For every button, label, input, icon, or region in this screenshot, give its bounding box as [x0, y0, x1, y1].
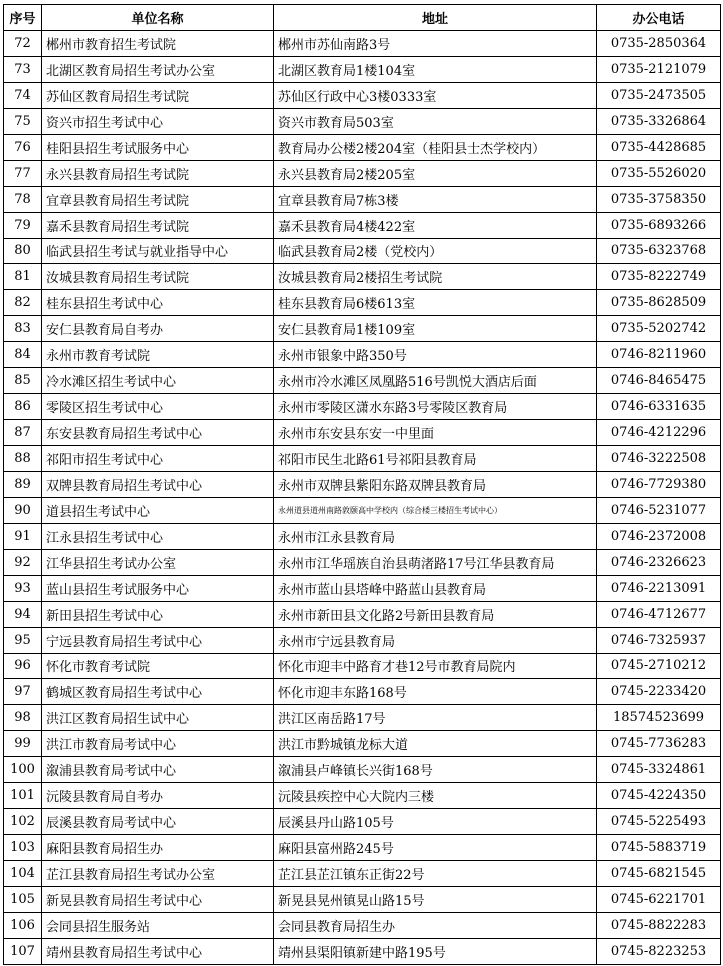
- office-phone: 0745-2710212: [597, 653, 721, 679]
- table-row: [4, 497, 721, 523]
- table-row: [4, 523, 721, 549]
- office-phone: 0735-6893266: [597, 212, 721, 238]
- row-number: 87: [4, 420, 42, 446]
- table-row: [4, 264, 721, 290]
- unit-name: 北湖区教育局招生考试办公室: [42, 56, 274, 82]
- row-number: 75: [4, 108, 42, 134]
- unit-name: 临武县招生考试与就业指导中心: [42, 238, 274, 264]
- table-row: [4, 316, 721, 342]
- address: 新晃县晃州镇晃山路15号: [274, 886, 597, 912]
- address: 北湖区教育局1楼104室: [274, 56, 597, 82]
- address: 麻阳县富州路245号: [274, 835, 597, 861]
- unit-name: 蓝山县招生考试服务中心: [42, 575, 274, 601]
- table-row: [4, 82, 721, 108]
- unit-name: 永州市教育考试院: [42, 342, 274, 368]
- table-row: [4, 601, 721, 627]
- row-number: 82: [4, 290, 42, 316]
- office-phone: 0745-2233420: [597, 679, 721, 705]
- table-row: [4, 56, 721, 82]
- unit-name: 桂阳县招生考试服务中心: [42, 134, 274, 160]
- office-phone: 0735-8222749: [597, 264, 721, 290]
- header-name: 单位名称: [42, 5, 274, 31]
- office-phone: 0746-8465475: [597, 368, 721, 394]
- office-phone: 0746-7729380: [597, 471, 721, 497]
- row-number: 88: [4, 446, 42, 472]
- address: 永州市银象中路350号: [274, 342, 597, 368]
- address: 芷江县芷江镇东正街22号: [274, 861, 597, 887]
- unit-name: 东安县教育局招生考试中心: [42, 420, 274, 446]
- row-number: 95: [4, 627, 42, 653]
- row-number: 103: [4, 835, 42, 861]
- address: 怀化市迎丰东路168号: [274, 679, 597, 705]
- unit-name: 道县招生考试中心: [42, 497, 274, 523]
- table-row: [4, 160, 721, 186]
- row-number: 85: [4, 368, 42, 394]
- table-row: [4, 108, 721, 134]
- office-phone: 0746-2326623: [597, 549, 721, 575]
- address: 祁阳市民生北路61号祁阳县教育局: [274, 446, 597, 472]
- table-row: [4, 238, 721, 264]
- table-row: [4, 783, 721, 809]
- row-number: 92: [4, 549, 42, 575]
- table-row: [4, 912, 721, 938]
- office-phone: 0746-4212296: [597, 420, 721, 446]
- unit-name: 永兴县教育局招生考试院: [42, 160, 274, 186]
- header-address: 地址: [274, 5, 597, 31]
- table-row: [4, 446, 721, 472]
- address: 永州市双牌县紫阳东路双牌县教育局: [274, 471, 597, 497]
- table-row: [4, 861, 721, 887]
- row-number: 78: [4, 186, 42, 212]
- address: 嘉禾县教育局4楼422室: [274, 212, 597, 238]
- address: 永州市冷水滩区凤凰路516号凯悦大酒店后面: [274, 368, 597, 394]
- office-phone: 0735-5202742: [597, 316, 721, 342]
- address: 永州市宁远县教育局: [274, 627, 597, 653]
- address: 靖州县渠阳镇新建中路195号: [274, 938, 597, 964]
- office-phone: 0735-5526020: [597, 160, 721, 186]
- unit-name: 辰溪县教育局考试中心: [42, 809, 274, 835]
- unit-name: 洪江市教育局考试中心: [42, 731, 274, 757]
- office-phone: 0745-6821545: [597, 861, 721, 887]
- address: 资兴市教育局503室: [274, 108, 597, 134]
- unit-name: 双牌县教育局招生考试中心: [42, 471, 274, 497]
- row-number: 72: [4, 31, 42, 57]
- row-number: 80: [4, 238, 42, 264]
- office-phone: 0735-3758350: [597, 186, 721, 212]
- address: 宜章县教育局7栋3楼: [274, 186, 597, 212]
- row-number: 96: [4, 653, 42, 679]
- unit-name: 资兴市招生考试中心: [42, 108, 274, 134]
- table-row: [4, 757, 721, 783]
- row-number: 107: [4, 938, 42, 964]
- unit-name: 嘉禾县教育局招生考试院: [42, 212, 274, 238]
- address: 洪江市黔城镇龙标大道: [274, 731, 597, 757]
- office-phone: 0745-4224350: [597, 783, 721, 809]
- office-phone: 0735-4428685: [597, 134, 721, 160]
- table-row: [4, 31, 721, 57]
- unit-name: 冷水滩区招生考试中心: [42, 368, 274, 394]
- header-row: [4, 5, 721, 31]
- table-row: [4, 134, 721, 160]
- address: 永州市江永县教育局: [274, 523, 597, 549]
- unit-name: 鹤城区教育局招生考试中心: [42, 679, 274, 705]
- address: 桂东县教育局6楼613室: [274, 290, 597, 316]
- row-number: 89: [4, 471, 42, 497]
- office-phone: 0746-5231077: [597, 497, 721, 523]
- unit-name: 江永县招生考试中心: [42, 523, 274, 549]
- row-number: 86: [4, 394, 42, 420]
- row-number: 99: [4, 731, 42, 757]
- address: 永州市蓝山县塔峰中路蓝山县教育局: [274, 575, 597, 601]
- table-row: [4, 471, 721, 497]
- row-number: 90: [4, 497, 42, 523]
- address: 洪江区南岳路17号: [274, 705, 597, 731]
- table-row: [4, 549, 721, 575]
- unit-name: 苏仙区教育局招生考试院: [42, 82, 274, 108]
- address: 辰溪县丹山路105号: [274, 809, 597, 835]
- row-number: 84: [4, 342, 42, 368]
- table-row: [4, 575, 721, 601]
- office-phone: 0735-6323768: [597, 238, 721, 264]
- address: 会同县教育局招生办: [274, 912, 597, 938]
- unit-name: 怀化市教育考试院: [42, 653, 274, 679]
- office-phone: 0746-6331635: [597, 394, 721, 420]
- table-row: [4, 886, 721, 912]
- unit-name: 零陵区招生考试中心: [42, 394, 274, 420]
- unit-name: 会同县招生服务站: [42, 912, 274, 938]
- address: 苏仙区行政中心3楼0333室: [274, 82, 597, 108]
- row-number: 83: [4, 316, 42, 342]
- row-number: 97: [4, 679, 42, 705]
- office-phone: 0746-3222508: [597, 446, 721, 472]
- table-row: [4, 290, 721, 316]
- office-phone: 0746-7325937: [597, 627, 721, 653]
- office-phone: 0745-5883719: [597, 835, 721, 861]
- unit-name: 安仁县教育局自考办: [42, 316, 274, 342]
- table-row: [4, 212, 721, 238]
- address: 安仁县教育局1楼109室: [274, 316, 597, 342]
- table-row: [4, 809, 721, 835]
- unit-name: 江华县招生考试办公室: [42, 549, 274, 575]
- unit-name: 汝城县教育局招生考试院: [42, 264, 274, 290]
- unit-name: 洪江区教育局招生试中心: [42, 705, 274, 731]
- contact-table: [3, 4, 721, 965]
- table-row: [4, 731, 721, 757]
- unit-name: 芷江县教育局招生考试办公室: [42, 861, 274, 887]
- office-phone: 0746-2213091: [597, 575, 721, 601]
- unit-name: 宁远县教育局招生考试中心: [42, 627, 274, 653]
- row-number: 73: [4, 56, 42, 82]
- table-row: [4, 627, 721, 653]
- row-number: 101: [4, 783, 42, 809]
- address: 溆浦县卢峰镇长兴街168号: [274, 757, 597, 783]
- row-number: 100: [4, 757, 42, 783]
- header-phone: 办公电话: [597, 5, 721, 31]
- row-number: 93: [4, 575, 42, 601]
- office-phone: 0735-2121079: [597, 56, 721, 82]
- row-number: 94: [4, 601, 42, 627]
- office-phone: 0745-6221701: [597, 886, 721, 912]
- office-phone: 0746-8211960: [597, 342, 721, 368]
- row-number: 91: [4, 523, 42, 549]
- address: 永州道县道州南路敦颐高中学校内（综合楼三楼招生考试中心）: [274, 497, 597, 523]
- office-phone: 0735-2473505: [597, 82, 721, 108]
- office-phone: 0745-7736283: [597, 731, 721, 757]
- office-phone: 0735-2850364: [597, 31, 721, 57]
- table-row: [4, 186, 721, 212]
- unit-name: 沅陵县教育局自考办: [42, 783, 274, 809]
- unit-name: 桂东县招生考试中心: [42, 290, 274, 316]
- unit-name: 溆浦县教育局考试中心: [42, 757, 274, 783]
- table-row: [4, 368, 721, 394]
- office-phone: 0745-5225493: [597, 809, 721, 835]
- address: 怀化市迎丰中路育才巷12号市教育局院内: [274, 653, 597, 679]
- header-no: 序号: [4, 5, 42, 31]
- table-row: [4, 835, 721, 861]
- office-phone: 0745-8223253: [597, 938, 721, 964]
- office-phone: 0735-8628509: [597, 290, 721, 316]
- address: 临武县教育局2楼（党校内）: [274, 238, 597, 264]
- address: 郴州市苏仙南路3号: [274, 31, 597, 57]
- row-number: 104: [4, 861, 42, 887]
- row-number: 74: [4, 82, 42, 108]
- table-row: [4, 394, 721, 420]
- row-number: 77: [4, 160, 42, 186]
- table-row: [4, 705, 721, 731]
- address: 永州市东安县东安一中里面: [274, 420, 597, 446]
- table-row: [4, 938, 721, 964]
- unit-name: 麻阳县教育局招生办: [42, 835, 274, 861]
- unit-name: 祁阳市招生考试中心: [42, 446, 274, 472]
- row-number: 106: [4, 912, 42, 938]
- row-number: 81: [4, 264, 42, 290]
- unit-name: 宜章县教育局招生考试院: [42, 186, 274, 212]
- address: 汝城县教育局2楼招生考试院: [274, 264, 597, 290]
- office-phone: 0746-4712677: [597, 601, 721, 627]
- office-phone: 0745-3324861: [597, 757, 721, 783]
- address: 永兴县教育局2楼205室: [274, 160, 597, 186]
- address: 永州市新田县文化路2号新田县教育局: [274, 601, 597, 627]
- row-number: 76: [4, 134, 42, 160]
- unit-name: 新田县招生考试中心: [42, 601, 274, 627]
- row-number: 98: [4, 705, 42, 731]
- table-row: [4, 679, 721, 705]
- table-row: [4, 342, 721, 368]
- row-number: 79: [4, 212, 42, 238]
- office-phone: 0745-8822283: [597, 912, 721, 938]
- office-phone: 0746-2372008: [597, 523, 721, 549]
- office-phone: 18574523699: [597, 705, 721, 731]
- unit-name: 靖州县教育局招生考试中心: [42, 938, 274, 964]
- address: 永州市江华瑶族自治县萌渚路17号江华县教育局: [274, 549, 597, 575]
- row-number: 102: [4, 809, 42, 835]
- unit-name: 郴州市教育招生考试院: [42, 31, 274, 57]
- office-phone: 0735-3326864: [597, 108, 721, 134]
- address: 教育局办公楼2楼204室（桂阳县士杰学校内）: [274, 134, 597, 160]
- address: 沅陵县疾控中心大院内三楼: [274, 783, 597, 809]
- unit-name: 新晃县教育局招生考试中心: [42, 886, 274, 912]
- table-row: [4, 653, 721, 679]
- row-number: 105: [4, 886, 42, 912]
- table-row: [4, 420, 721, 446]
- address: 永州市零陵区潇水东路3号零陵区教育局: [274, 394, 597, 420]
